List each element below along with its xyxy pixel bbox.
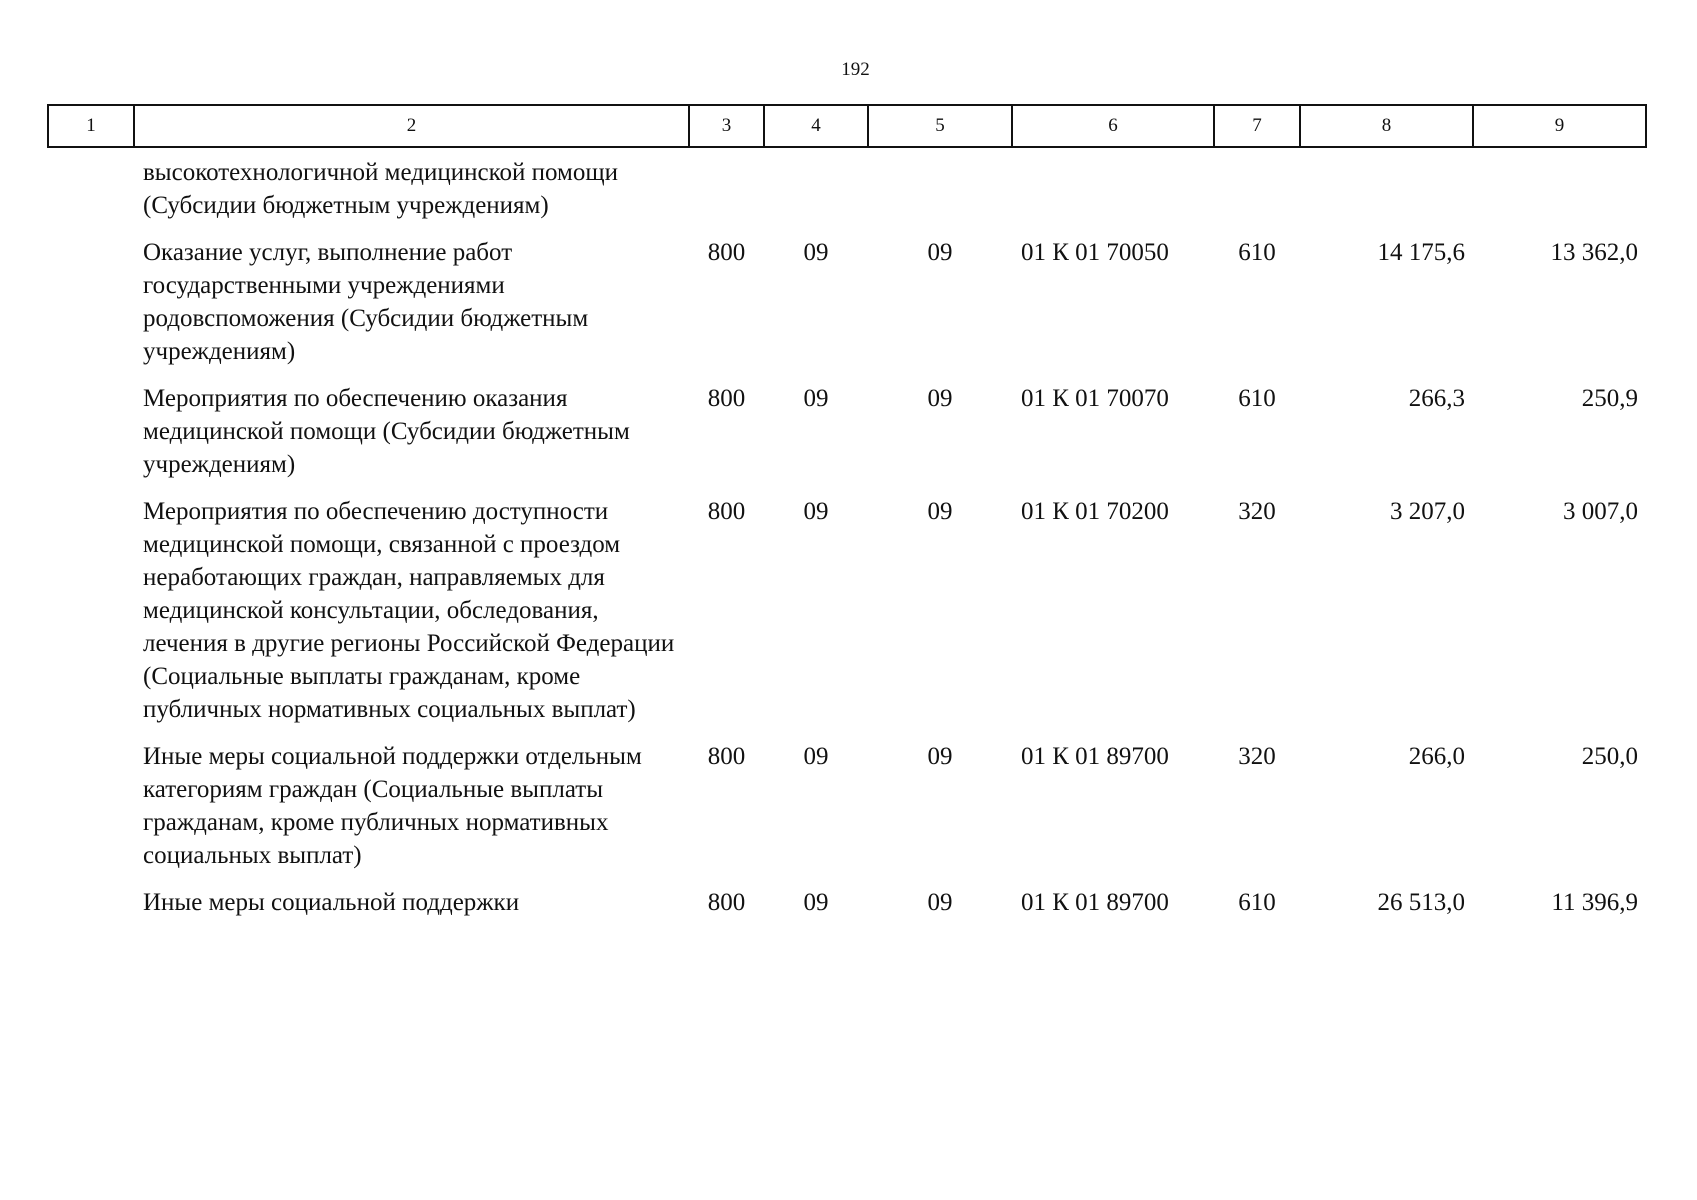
item-name: Иные меры социальной поддержки отдельным категориям граждан (Социальные выплаты гражданам, кроме публичных нормативных социальных выплат) <box>143 743 642 869</box>
item-name: Мероприятия по обеспечению доступности медицинской помощи, связанной с проездом неработающих граждан, направляемых для медицинской консультации, обследования, лечения в другие регионы Российской Федерации (Социальные выплаты гражданам, кроме публичных нормативных социальных выплат) <box>143 498 675 723</box>
table-row <box>48 886 1646 933</box>
table-row <box>48 495 1646 740</box>
target-article-code: 01 К 01 70050 <box>1021 239 1169 266</box>
table-body <box>48 147 1646 933</box>
item-name: Иные меры социальной поддержки <box>143 889 520 916</box>
subsection-code: 09 <box>927 385 953 412</box>
expense-type-code: 320 <box>1238 498 1276 525</box>
subsection-code: 09 <box>927 498 953 525</box>
section-code: 09 <box>803 889 829 916</box>
ministry-code: 800 <box>707 385 746 412</box>
budget-table <box>47 104 1647 933</box>
header-col-2: 2 <box>134 105 689 147</box>
subsection-code: 09 <box>927 239 953 266</box>
ministry-code: 800 <box>707 498 746 525</box>
amount-col-9: 11 396,9 <box>1551 889 1638 916</box>
header-col-3: 3 <box>689 105 764 147</box>
ministry-code: 800 <box>707 743 746 770</box>
header-col-6: 6 <box>1012 105 1214 147</box>
target-article-code: 01 К 01 70200 <box>1021 498 1169 525</box>
target-article-code: 01 К 01 70070 <box>1021 385 1169 412</box>
header-col-1: 1 <box>48 105 134 147</box>
continuation-text: высокотехнологичной медицинской помощи (Субсидии бюджетным учреждениям) <box>143 159 618 219</box>
amount-col-8: 3 207,0 <box>1390 498 1465 525</box>
amount-col-9: 13 362,0 <box>1550 239 1638 266</box>
amount-col-8: 26 513,0 <box>1377 889 1465 916</box>
table-row <box>48 382 1646 495</box>
expense-type-code: 610 <box>1238 385 1276 412</box>
amount-col-9: 250,0 <box>1581 743 1638 770</box>
header-col-8: 8 <box>1300 105 1473 147</box>
section-code: 09 <box>803 498 829 525</box>
header-col-9: 9 <box>1473 105 1646 147</box>
section-code: 09 <box>803 239 829 266</box>
amount-col-9: 250,9 <box>1581 385 1638 412</box>
expense-type-code: 610 <box>1238 239 1276 266</box>
ministry-code: 800 <box>707 239 746 266</box>
item-name: Оказание услуг, выполнение работ государственными учреждениями родовспоможения (Субсидии бюджетным учреждениям) <box>143 239 589 365</box>
amount-col-9: 3 007,0 <box>1563 498 1638 525</box>
ministry-code: 800 <box>707 889 746 916</box>
header-row <box>48 105 1646 147</box>
expense-type-code: 320 <box>1238 743 1276 770</box>
table-row <box>48 740 1646 886</box>
target-article-code: 01 К 01 89700 <box>1021 743 1169 770</box>
section-code: 09 <box>803 743 829 770</box>
table-header <box>48 105 1646 147</box>
section-code: 09 <box>803 385 829 412</box>
table-row <box>48 236 1646 382</box>
amount-col-8: 14 175,6 <box>1377 239 1465 266</box>
expense-type-code: 610 <box>1238 889 1276 916</box>
header-col-7: 7 <box>1214 105 1300 147</box>
header-col-4: 4 <box>764 105 868 147</box>
subsection-code: 09 <box>927 743 953 770</box>
amount-col-8: 266,3 <box>1408 385 1465 412</box>
page-number: 192 <box>841 59 870 80</box>
header-col-5: 5 <box>868 105 1012 147</box>
continuation-row <box>48 147 1646 236</box>
target-article-code: 01 К 01 89700 <box>1021 889 1169 916</box>
amount-col-8: 266,0 <box>1408 743 1465 770</box>
item-name: Мероприятия по обеспечению оказания медицинской помощи (Субсидии бюджетным учреждениям) <box>143 385 630 478</box>
subsection-code: 09 <box>927 889 953 916</box>
